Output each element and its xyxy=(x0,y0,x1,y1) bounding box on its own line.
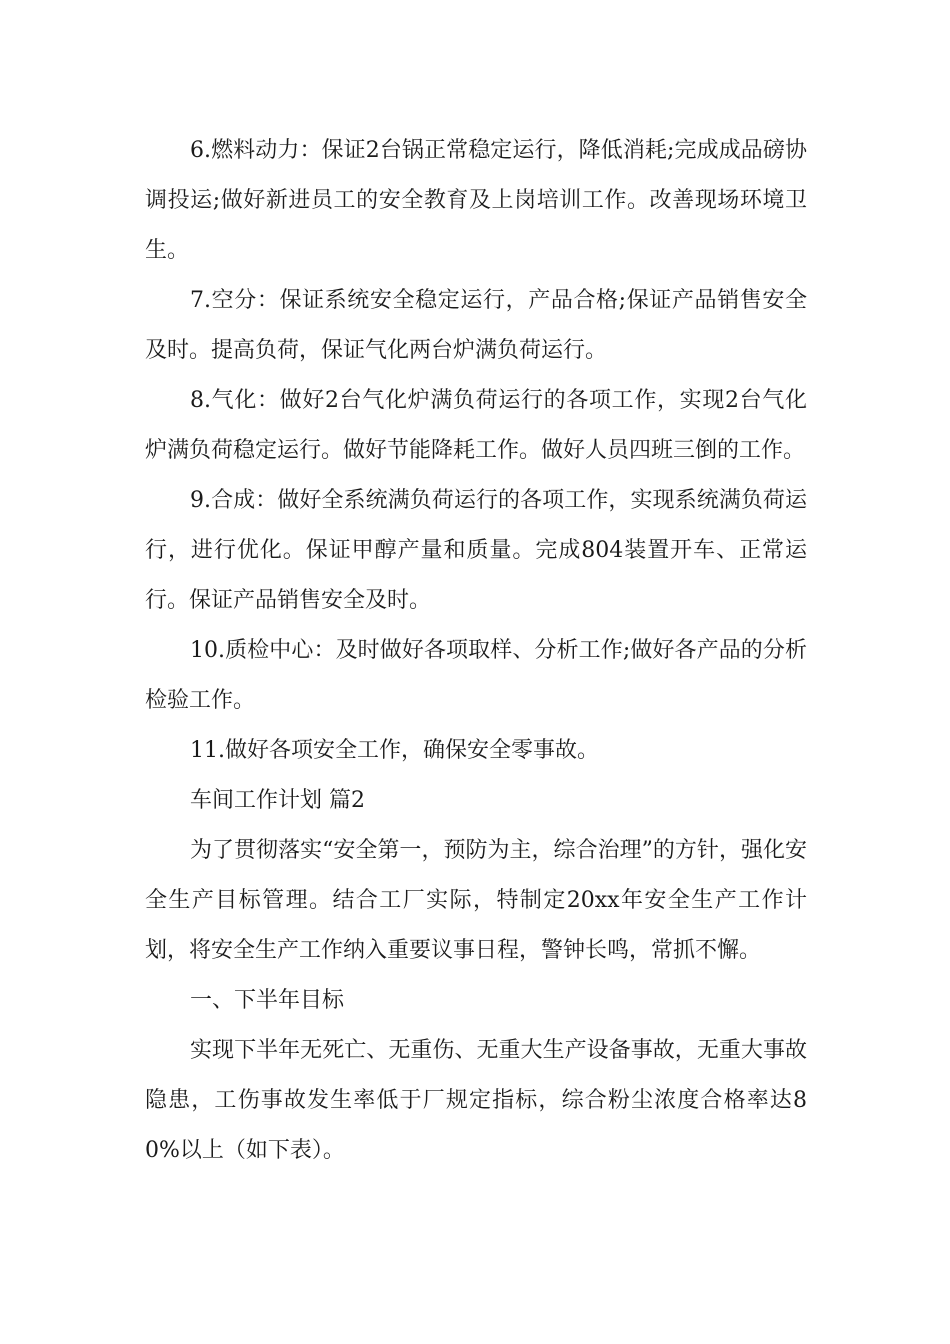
paragraph-fuel-power: 6.燃料动力：保证2台锅正常稳定运行，降低消耗;完成成品磅协调投运;做好新进员工的安全教育及上岗培训工作。改善现场环境卫生。 xyxy=(145,138,807,263)
paragraph-synthesis: 9.合成：做好全系统满负荷运行的各项工作，实现系统满负荷运行，进行优化。保证甲醇产量和质量。完成804装置开车、正常运行。保证产品销售安全及时。 xyxy=(145,488,807,613)
heading-second-half-goals: 一、下半年目标 xyxy=(190,988,345,1013)
paragraph-intro: 为了贯彻落实“安全第一，预防为主，综合治理”的方针，强化安全生产目标管理。结合工厂实际，特制定20xx年安全生产工作计划，将安全生产工作纳入重要议事日程，警钟长鸣，常抓不懈。 xyxy=(145,838,807,963)
paragraph-air-separation: 7.空分：保证系统安全稳定运行，产品合格;保证产品销售安全及时。提高负荷，保证气化两台炉满负荷运行。 xyxy=(145,288,807,363)
section-title-plan-2: 车间工作计划 篇2 xyxy=(190,788,365,813)
paragraph-gasification: 8.气化：做好2台气化炉满负荷运行的各项工作，实现2台气化炉满负荷稳定运行。做好节能降耗工作。做好人员四班三倒的工作。 xyxy=(145,388,807,463)
paragraph-quality-center: 10.质检中心：及时做好各项取样、分析工作;做好各产品的分析检验工作。 xyxy=(145,638,807,713)
document-body xyxy=(145,126,807,1176)
paragraph-safety-work: 11.做好各项安全工作，确保安全零事故。 xyxy=(190,738,599,763)
paragraph-goals: 实现下半年无死亡、无重伤、无重大生产设备事故，无重大事故隐患，工伤事故发生率低于厂规定指标，综合粉尘浓度合格率达80%以上（如下表）。 xyxy=(145,1038,807,1163)
